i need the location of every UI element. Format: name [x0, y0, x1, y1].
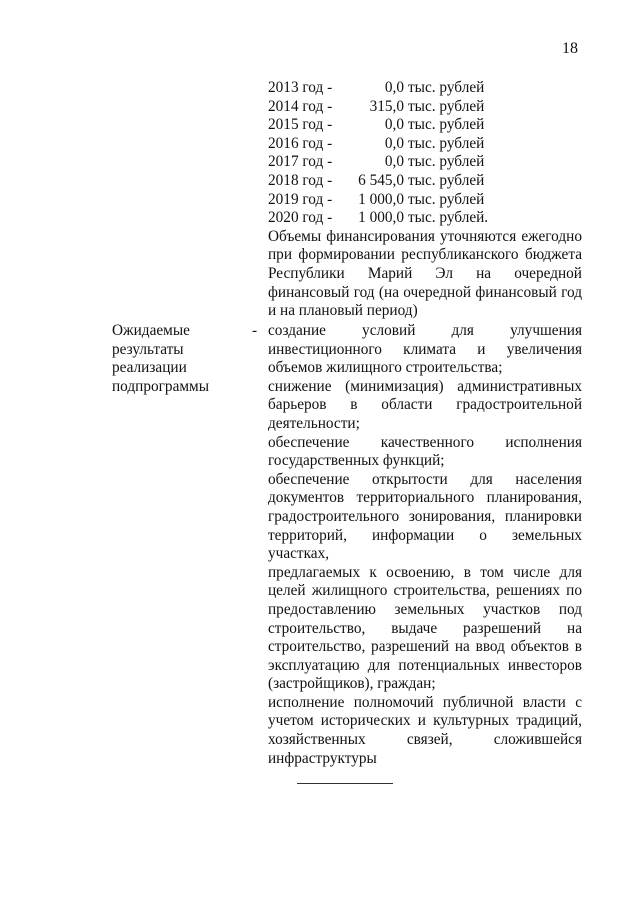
results-label-line: реализации	[112, 359, 187, 377]
funding-note-line: Объемы финансирования уточняются ежегодно	[268, 227, 582, 245]
result-line: эксплуатацию для потенциальных инвесторов	[268, 656, 582, 674]
funding-note-line: финансовый год (на очередной финансовый год	[268, 283, 582, 301]
funding-year: 2013 год -	[268, 79, 333, 96]
funding-amount: 1 000,0	[358, 209, 404, 227]
results-label-line: подпрограммы	[112, 377, 210, 395]
funding-unit: тыс. рублей	[408, 153, 485, 171]
results-label	[112, 322, 242, 396]
funding-year: 2015 год -	[268, 116, 333, 134]
result-line: предлагаемых к освоению, в том числе для	[268, 563, 582, 581]
result-item	[268, 694, 582, 768]
funding-row	[268, 116, 582, 135]
result-line: целей жилищного строительства, решениях по	[268, 582, 582, 600]
funding-row	[268, 209, 582, 228]
result-line: хозяйственных связей, сложившейся	[268, 731, 582, 749]
funding-amount: 6 545,0	[358, 171, 404, 189]
results-label-line: Ожидаемые	[112, 322, 190, 339]
funding-row	[268, 98, 582, 117]
result-line: снижение (минимизация) административных	[268, 377, 582, 395]
result-line: (застройщиков), граждан;	[268, 675, 436, 693]
funding-amount: 0,0	[384, 153, 404, 171]
result-line: государственных функций;	[268, 452, 445, 470]
results-label-line: результаты	[112, 340, 184, 358]
funding-section	[268, 79, 582, 321]
result-line: объемов жилищного строительства;	[268, 359, 503, 377]
result-line: градостроительного зонирования, планировки	[268, 507, 582, 525]
result-line: обеспечение открытости для населения	[268, 470, 582, 488]
result-line: обеспечение качественного исполнения	[268, 433, 582, 451]
result-line: барьеров в области градостроительной	[268, 396, 582, 414]
funding-unit: тыс. рублей	[408, 134, 485, 152]
funding-row	[268, 135, 582, 154]
result-line: предоставлению земельных участков под	[268, 600, 582, 618]
results-dash: -	[252, 322, 258, 339]
funding-amount: 315,0	[369, 97, 404, 115]
funding-year: 2014 год -	[268, 97, 333, 115]
result-line: учетом исторических и культурных традиций,	[268, 712, 582, 730]
result-item	[268, 434, 582, 471]
funding-unit: тыс. рублей	[408, 190, 485, 208]
funding-note-line: Республики Марий Эл на очередной	[268, 264, 582, 282]
funding-amount: 0,0	[384, 116, 404, 134]
page-number: 18	[562, 40, 578, 57]
result-line: территорий, информации о земельных участках,	[268, 526, 582, 563]
funding-year: 2016 год -	[268, 134, 333, 152]
result-line: строительство, разрешений на ввод объектов в	[268, 638, 582, 656]
result-line: документов территориального планирования,	[268, 489, 582, 507]
funding-unit: тыс. рублей	[408, 97, 485, 115]
result-line: исполнение полномочий публичной власти с	[268, 693, 582, 711]
funding-unit: тыс. рублей	[408, 79, 485, 96]
results-list	[268, 322, 582, 768]
funding-year: 2017 год -	[268, 153, 333, 171]
funding-row	[268, 191, 582, 210]
end-separator-line	[297, 783, 393, 784]
result-item	[268, 322, 582, 378]
result-line: инвестиционного климата и увеличения	[268, 340, 582, 358]
result-item	[268, 471, 582, 694]
funding-table	[268, 79, 582, 228]
result-line: инфраструктуры	[268, 749, 377, 767]
funding-note	[268, 228, 582, 321]
result-line: деятельности;	[268, 414, 360, 432]
funding-note-line: при формировании республиканского бюджета	[268, 246, 582, 264]
result-line: строительство, выдаче разрешений на	[268, 619, 582, 637]
result-line: создание условий для улучшения	[268, 322, 582, 339]
funding-row	[268, 153, 582, 172]
result-item	[268, 378, 582, 434]
funding-amount: 1 000,0	[358, 190, 404, 208]
funding-amount: 0,0	[384, 79, 404, 96]
funding-row	[268, 172, 582, 191]
funding-year: 2018 год -	[268, 171, 333, 189]
funding-unit: тыс. рублей	[408, 171, 485, 189]
funding-unit: тыс. рублей.	[408, 209, 489, 227]
funding-year: 2019 год -	[268, 190, 333, 208]
funding-year: 2020 год -	[268, 209, 333, 227]
funding-unit: тыс. рублей	[408, 116, 485, 134]
funding-amount: 0,0	[384, 134, 404, 152]
funding-note-line: и на плановый период)	[268, 302, 418, 320]
funding-row	[268, 79, 582, 98]
